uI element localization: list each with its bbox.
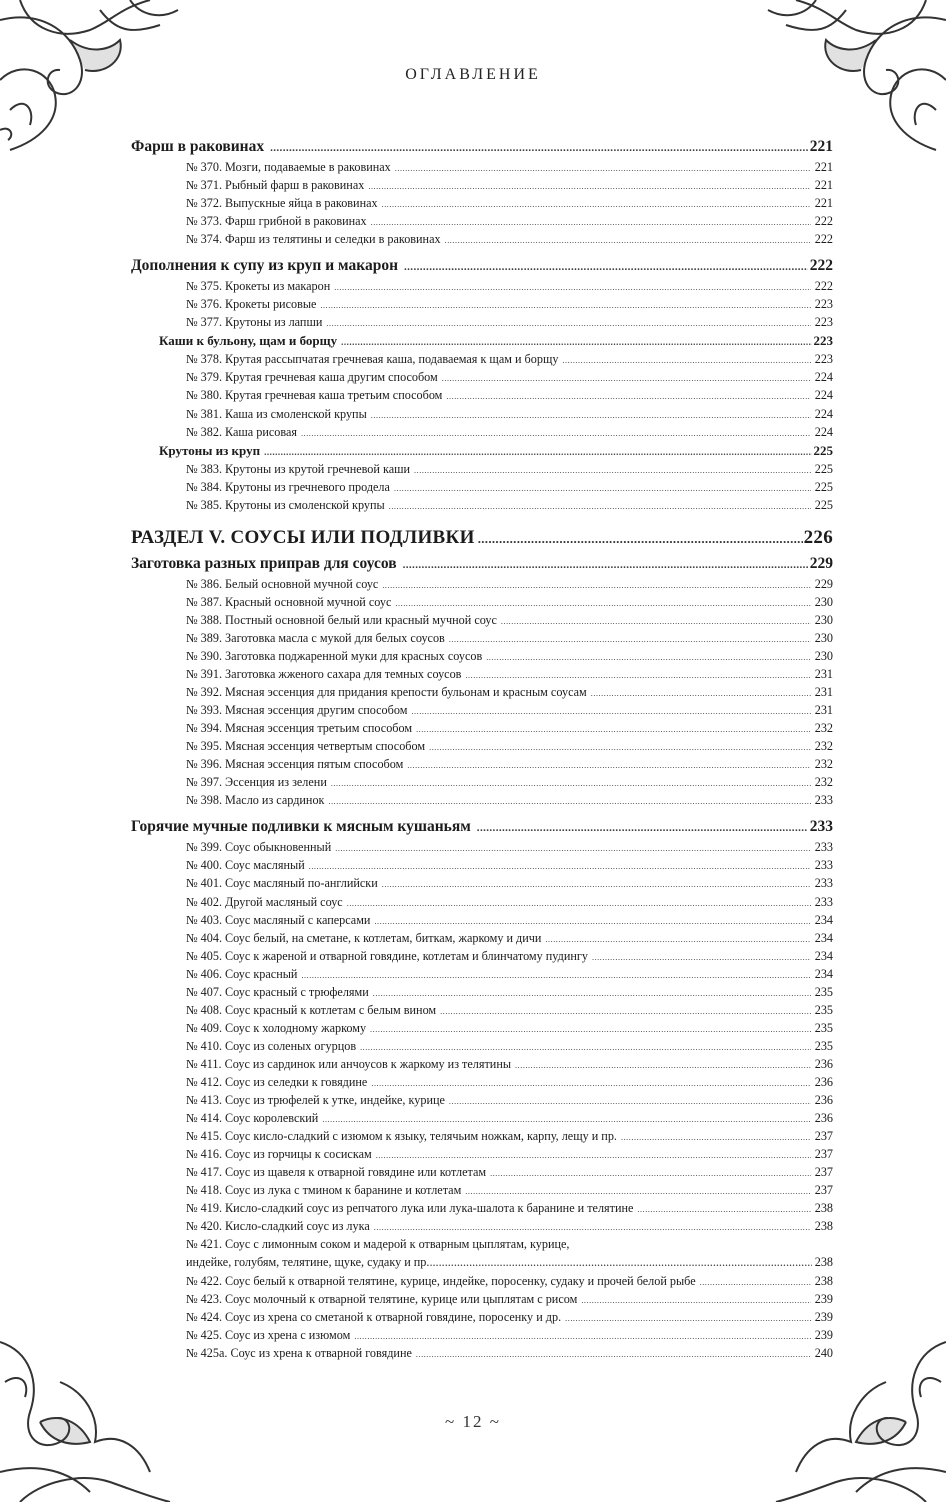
toc-page-number: 232: [814, 757, 833, 772]
toc-entry[interactable]: [131, 1055, 833, 1073]
toc-entry[interactable]: [131, 1037, 833, 1055]
toc-entry-title: № 417. Соус из щавеля к отварной говядине или котлетам: [186, 1165, 487, 1180]
toc-entry[interactable]: [131, 478, 833, 496]
toc-entry-title: № 425а. Соус из хрена к отварной говядине: [186, 1345, 412, 1360]
toc-entry[interactable]: [131, 791, 833, 809]
toc-entry[interactable]: [131, 212, 833, 230]
toc-entry[interactable]: [131, 893, 833, 911]
toc-entry-title: № 375. Крокеты из макарон: [186, 279, 331, 294]
dot-leader: [445, 232, 811, 250]
toc-page-number: 232: [814, 775, 833, 790]
dot-leader: [331, 775, 811, 793]
toc-entry-title: № 395. Мясная эссенция четвертым способом: [186, 739, 426, 754]
dot-leader: [382, 196, 811, 214]
dot-leader: [449, 1093, 811, 1111]
toc-page-number: 230: [814, 594, 833, 609]
toc-page-number: 226: [803, 526, 833, 548]
dot-leader: [515, 1057, 811, 1075]
toc-entry-title: № 382. Каша рисовая: [186, 424, 297, 439]
page-number: ~ 12 ~: [445, 1412, 501, 1431]
toc-entry[interactable]: [131, 911, 833, 929]
toc-entry-title: № 405. Соус к жареной и отварной говядине, котлетам и блинчатому пудингу: [186, 948, 588, 963]
toc-entry[interactable]: [131, 856, 833, 874]
toc-entry-title: № 377. Крутоны из лапши: [186, 315, 323, 330]
toc-page-number: 238: [814, 1219, 833, 1234]
toc-entry[interactable]: [131, 838, 833, 856]
toc-entry[interactable]: [131, 575, 833, 593]
toc-section-heading[interactable]: [131, 816, 833, 838]
toc-entry-title-line2: индейке, голубям, телятине, щуке, судаку и пр.: [186, 1255, 430, 1270]
dot-leader: [368, 178, 811, 196]
toc-page-number: 237: [814, 1183, 833, 1198]
toc-page-number: 224: [814, 424, 833, 439]
toc-entry-title: № 370. Мозги, подаваемые в раковинах: [186, 160, 391, 174]
toc-entry-title: № 379. Крутая гречневая каша другим способом: [186, 370, 438, 385]
toc-entry-title: № 386. Белый основной мучной соус: [186, 576, 379, 591]
toc-entry[interactable]: [131, 1217, 833, 1235]
toc-page-number: 222: [814, 214, 833, 229]
toc-entry-title: № 400. Соус масляный: [186, 858, 305, 873]
toc-entry-title: № 423. Соус молочный к отварной телятине, курице или цыплятам с рисом: [186, 1291, 578, 1306]
toc-page-number: 233: [814, 858, 833, 873]
toc-entry[interactable]: [131, 1181, 833, 1199]
toc-page-number: 224: [814, 370, 833, 385]
toc-entry-title: № 384. Крутоны из гречневого продела: [186, 479, 390, 494]
dot-leader: [478, 524, 803, 554]
toc-page-number: 230: [814, 630, 833, 645]
toc-entry[interactable]: [131, 737, 833, 755]
dot-leader: [416, 1346, 811, 1364]
dot-leader: [407, 757, 811, 775]
toc-entry-title: № 425. Соус из хрена с изюмом: [186, 1327, 351, 1342]
toc-page-number: 225: [814, 497, 833, 512]
toc-page-number: 235: [814, 984, 833, 999]
toc-entry[interactable]: [131, 176, 833, 194]
toc-page-number: 221: [809, 138, 833, 155]
toc-entry[interactable]: [131, 983, 833, 1001]
dot-leader: [449, 631, 811, 649]
toc-page-number: 237: [814, 1147, 833, 1162]
toc-entry-title-line1: № 421. Соус с лимонным соком и мадерой к отварным цыплятам, курице,: [186, 1237, 570, 1252]
toc-page-number: 235: [814, 1038, 833, 1053]
toc-entry-title: № 399. Соус обыкновенный: [186, 840, 332, 855]
toc-page-number: 223: [814, 297, 833, 312]
toc-entry-title: Каши к бульону, щам и борщу: [159, 333, 338, 349]
toc-entry-title: № 394. Мясная эссенция третьим способом: [186, 721, 413, 736]
toc-page-number: 239: [814, 1309, 833, 1324]
dot-leader: [394, 480, 811, 498]
toc-entry-title: № 392. Мясная эссенция для придания крепости бульонам и красным соусам: [186, 685, 587, 700]
toc-page-number: 235: [814, 1002, 833, 1017]
toc-entry-title: № 411. Соус из сардинок или анчоусов к жаркому из телятины: [186, 1056, 512, 1071]
toc-entry[interactable]: [131, 719, 833, 737]
dot-leader: [403, 554, 808, 576]
toc-section-heading[interactable]: [131, 136, 833, 158]
toc-entry[interactable]: [131, 665, 833, 683]
toc-section-heading[interactable]: [131, 553, 833, 575]
toc-page-number: 221: [814, 160, 833, 174]
toc-entry-title: № 406. Соус красный: [186, 966, 298, 981]
toc-page-number: 229: [814, 576, 833, 591]
toc-entry-title: Заготовка разных приправ для соусов: [131, 554, 397, 572]
toc-entry[interactable]: [131, 611, 833, 629]
dot-leader: [382, 577, 811, 595]
toc-page-number: 223: [814, 315, 833, 330]
toc-entry-title: Крутоны из круп: [159, 442, 261, 458]
toc-entry[interactable]: [131, 1145, 833, 1163]
toc-entry-title: № 416. Соус из горчицы к сосискам: [186, 1147, 372, 1162]
toc-entry-title: № 420. Кисло-сладкий соус из лука: [186, 1219, 370, 1234]
toc-page-number: 231: [814, 685, 833, 700]
toc-entry-title: № 372. Выпускные яйца в раковинах: [186, 196, 378, 211]
dot-leader: [328, 793, 811, 811]
toc-entry[interactable]: [131, 701, 833, 719]
toc-entry[interactable]: [131, 773, 833, 791]
toc-entry-title: № 373. Фарш грибной в раковинах: [186, 214, 367, 229]
dot-leader: [591, 685, 811, 703]
toc-entry-line2: [186, 1253, 833, 1271]
dot-leader: [416, 721, 811, 739]
toc-entry-title: № 385. Крутоны из смоленской крупы: [186, 497, 385, 512]
dot-leader: [382, 876, 811, 894]
toc-entry-title: № 424. Соус из хрена со сметаной к отварной говядине, поросенку и др.: [186, 1309, 562, 1324]
table-of-contents: [131, 136, 833, 1362]
toc-entry[interactable]: [131, 368, 833, 386]
toc-entry[interactable]: [131, 230, 833, 248]
toc-page-number: 236: [814, 1074, 833, 1089]
toc-page-number: 236: [814, 1111, 833, 1126]
page-header-title: ОГЛАВЛЕНИЕ: [405, 66, 541, 83]
toc-entry[interactable]: [131, 496, 833, 514]
toc-entry[interactable]: [131, 1091, 833, 1109]
toc-entry[interactable]: [131, 423, 833, 441]
toc-page-number: 225: [814, 479, 833, 494]
toc-entry-title: № 419. Кисло-сладкий соус из репчатого лука или лука-шалота к баранине и телятине: [186, 1201, 634, 1216]
toc-entry-title: № 387. Красный основной мучной соус: [186, 594, 392, 609]
dot-leader: [429, 1253, 812, 1271]
toc-entry-title: № 393. Мясная эссенция другим способом: [186, 703, 408, 718]
dot-leader: [301, 967, 811, 985]
toc-page-number: 230: [814, 648, 833, 663]
toc-entry-title: № 408. Соус красный к котлетам с белым вином: [186, 1002, 437, 1017]
toc-entry[interactable]: [131, 1199, 833, 1217]
dot-leader: [486, 649, 811, 667]
toc-entry[interactable]: [131, 1290, 833, 1308]
toc-page-number: 233: [814, 840, 833, 855]
toc-page-number: 222: [809, 257, 833, 275]
toc-entry[interactable]: [131, 1001, 833, 1019]
toc-entry[interactable]: [131, 755, 833, 773]
toc-page-number: 230: [814, 612, 833, 627]
toc-page-number: 238: [814, 1201, 833, 1216]
toc-entry[interactable]: [131, 1127, 833, 1145]
toc-entry[interactable]: [131, 593, 833, 611]
toc-page-number: 231: [814, 703, 833, 718]
dot-leader: [501, 613, 811, 631]
toc-entry[interactable]: [131, 1326, 833, 1344]
dot-leader: [490, 1165, 811, 1183]
toc-page-number: 224: [814, 388, 833, 403]
toc-entry-title: № 407. Соус красный с трюфелями: [186, 984, 369, 999]
toc-subsection-heading[interactable]: [131, 331, 833, 350]
toc-entry[interactable]: [131, 947, 833, 965]
dot-leader: [370, 1021, 811, 1039]
toc-entry[interactable]: [131, 277, 833, 295]
toc-entry[interactable]: [131, 1109, 833, 1127]
toc-page-number: 240: [814, 1345, 833, 1360]
toc-entry-title: № 397. Эссенция из зелени: [186, 775, 327, 790]
toc-page-number: 234: [814, 930, 833, 945]
toc-entry-title: № 404. Соус белый, на сметане, к котлетам, биткам, жаркому и дичи: [186, 930, 542, 945]
toc-entry-title: № 402. Другой масляный соус: [186, 894, 343, 909]
dot-leader: [581, 1292, 811, 1310]
toc-entry-title: № 398. Масло из сардинок: [186, 793, 325, 808]
toc-entry[interactable]: [131, 1163, 833, 1181]
toc-page-number: 239: [814, 1327, 833, 1342]
toc-page-number: 223: [813, 333, 833, 349]
toc-page-number: 232: [814, 739, 833, 754]
toc-entry-title: № 422. Соус белый к отварной телятине, курице, индейке, поросенку, судаку и прочей белой рыбе: [186, 1273, 696, 1288]
toc-entry[interactable]: [131, 1272, 833, 1290]
dot-leader: [440, 1003, 811, 1021]
dot-leader: [411, 703, 811, 721]
toc-entry-title: № 409. Соус к холодному жаркому: [186, 1020, 367, 1035]
toc-page-number: 223: [814, 352, 833, 367]
dot-leader: [414, 462, 811, 480]
toc-entry-title: № 414. Соус королевский: [186, 1111, 319, 1126]
toc-entry[interactable]: [131, 929, 833, 947]
dot-leader: [395, 160, 811, 178]
toc-entry[interactable]: [131, 1019, 833, 1037]
toc-entry-title: № 396. Мясная эссенция пятым способом: [186, 757, 404, 772]
dot-leader: [477, 817, 808, 839]
toc-entry[interactable]: [131, 158, 833, 176]
toc-page-number: 236: [814, 1093, 833, 1108]
toc-page-number: 233: [814, 894, 833, 909]
toc-page-number: 233: [814, 876, 833, 891]
toc-page-number: 239: [814, 1291, 833, 1306]
toc-entry[interactable]: [131, 874, 833, 892]
toc-page-number: 235: [814, 1020, 833, 1035]
dot-leader: [309, 858, 811, 876]
toc-entry-title: № 413. Соус из трюфелей к утке, индейке, курице: [186, 1093, 445, 1108]
dot-leader: [621, 1129, 811, 1147]
toc-entry-title: Фарш в раковинах: [131, 138, 265, 155]
toc-entry-title: № 415. Соус кисло-сладкий с изюмом к языку, телячьим ножкам, карпу, лещу и пр.: [186, 1129, 617, 1144]
toc-entry-title: № 388. Постный основной белый или красный мучной соус: [186, 612, 497, 627]
toc-entry-title: № 403. Соус масляный с каперсами: [186, 912, 371, 927]
toc-entry[interactable]: [131, 460, 833, 478]
dot-leader: [373, 985, 811, 1003]
toc-entry[interactable]: [131, 194, 833, 212]
toc-page-number: 233: [814, 793, 833, 808]
dot-leader: [404, 256, 808, 278]
toc-entry-title: № 410. Соус из соленых огурцов: [186, 1038, 357, 1053]
toc-entry[interactable]: [131, 313, 833, 331]
toc-page-number: 232: [814, 721, 833, 736]
toc-entry[interactable]: [131, 405, 833, 423]
toc-page-number: 221: [814, 196, 833, 211]
toc-page-number: 221: [814, 178, 833, 193]
dot-leader: [301, 425, 811, 443]
dot-leader: [700, 1274, 811, 1292]
toc-page-number: 237: [814, 1129, 833, 1144]
toc-entry-title: № 389. Заготовка масла с мукой для белых соусов: [186, 630, 445, 645]
dot-leader: [565, 1310, 811, 1328]
dot-leader: [326, 315, 811, 333]
toc-section-heading[interactable]: [131, 255, 833, 277]
toc-entry-title: № 383. Крутоны из крутой гречневой каши: [186, 461, 411, 476]
toc-entry[interactable]: [131, 965, 833, 983]
dot-leader: [562, 352, 811, 370]
toc-entry-title: № 371. Рыбный фарш в раковинах: [186, 178, 365, 193]
dot-leader: [270, 137, 808, 159]
toc-entry[interactable]: [131, 647, 833, 665]
toc-page-number: 233: [809, 818, 833, 836]
toc-entry-title: № 391. Заготовка жженого сахара для темных соусов: [186, 666, 462, 681]
toc-entry-title: № 378. Крутая рассыпчатая гречневая каша, подаваемая к щам и борщу: [186, 352, 559, 367]
toc-page-number: 238: [814, 1273, 833, 1288]
dot-leader: [371, 407, 811, 425]
toc-page-number: 225: [814, 461, 833, 476]
toc-entry-title: РАЗДЕЛ V. СОУСЫ ИЛИ ПОДЛИВКИ: [131, 526, 475, 548]
toc-entry-title: № 412. Соус из селедки к говядине: [186, 1074, 368, 1089]
dot-leader: [446, 388, 811, 406]
toc-entry[interactable]: [131, 1344, 833, 1362]
toc-page-number: 236: [814, 1056, 833, 1071]
dot-leader: [429, 739, 811, 757]
toc-page-number: 229: [809, 554, 833, 572]
toc-page-number: 238: [814, 1255, 833, 1270]
toc-entry[interactable]: [131, 683, 833, 701]
toc-page-number: 237: [814, 1165, 833, 1180]
toc-page-number: 234: [814, 966, 833, 981]
toc-page-number: 231: [814, 666, 833, 681]
dot-leader: [347, 895, 811, 913]
dot-leader: [334, 279, 811, 297]
toc-entry-title: № 376. Крокеты рисовые: [186, 297, 317, 312]
dot-leader: [442, 370, 811, 388]
toc-page-number: 234: [814, 912, 833, 927]
toc-page-number: 225: [813, 442, 833, 458]
toc-entry-title: Дополнения к супу из круп и макарон: [131, 257, 398, 275]
toc-entry-title: Горячие мучные подливки к мясным кушаньям: [131, 818, 471, 836]
toc-entry-title: № 381. Каша из смоленской крупы: [186, 406, 367, 421]
toc-entry[interactable]: [131, 350, 833, 368]
toc-entry-title: № 418. Соус из лука с тмином к баранине и котлетам: [186, 1183, 462, 1198]
toc-entry-title: № 374. Фарш из телятины и селедки в раковинах: [186, 232, 441, 247]
toc-entry[interactable]: [131, 1308, 833, 1326]
toc-entry-title: № 380. Крутая гречневая каша третьим способом: [186, 388, 443, 403]
dot-leader: [354, 1328, 811, 1346]
toc-subsection-heading[interactable]: [131, 441, 833, 460]
toc-page-number: 222: [814, 232, 833, 247]
dot-leader: [389, 498, 811, 516]
toc-entry[interactable]: [131, 295, 833, 313]
dot-leader: [320, 297, 811, 315]
dot-leader: [335, 840, 811, 858]
toc-page-number: 224: [814, 406, 833, 421]
dot-leader: [592, 949, 811, 967]
toc-entry[interactable]: [131, 386, 833, 404]
toc-entry-title: № 390. Заготовка поджаренной муки для красных соусов: [186, 648, 483, 663]
dot-leader: [637, 1201, 811, 1219]
toc-page-number: 222: [814, 279, 833, 294]
toc-entry-multiline[interactable]: [131, 1235, 833, 1271]
toc-entry-title: № 401. Соус масляный по-английски: [186, 876, 378, 891]
toc-entry[interactable]: [131, 1073, 833, 1091]
toc-part-heading[interactable]: [131, 523, 833, 553]
toc-page-number: 234: [814, 948, 833, 963]
toc-entry[interactable]: [131, 629, 833, 647]
